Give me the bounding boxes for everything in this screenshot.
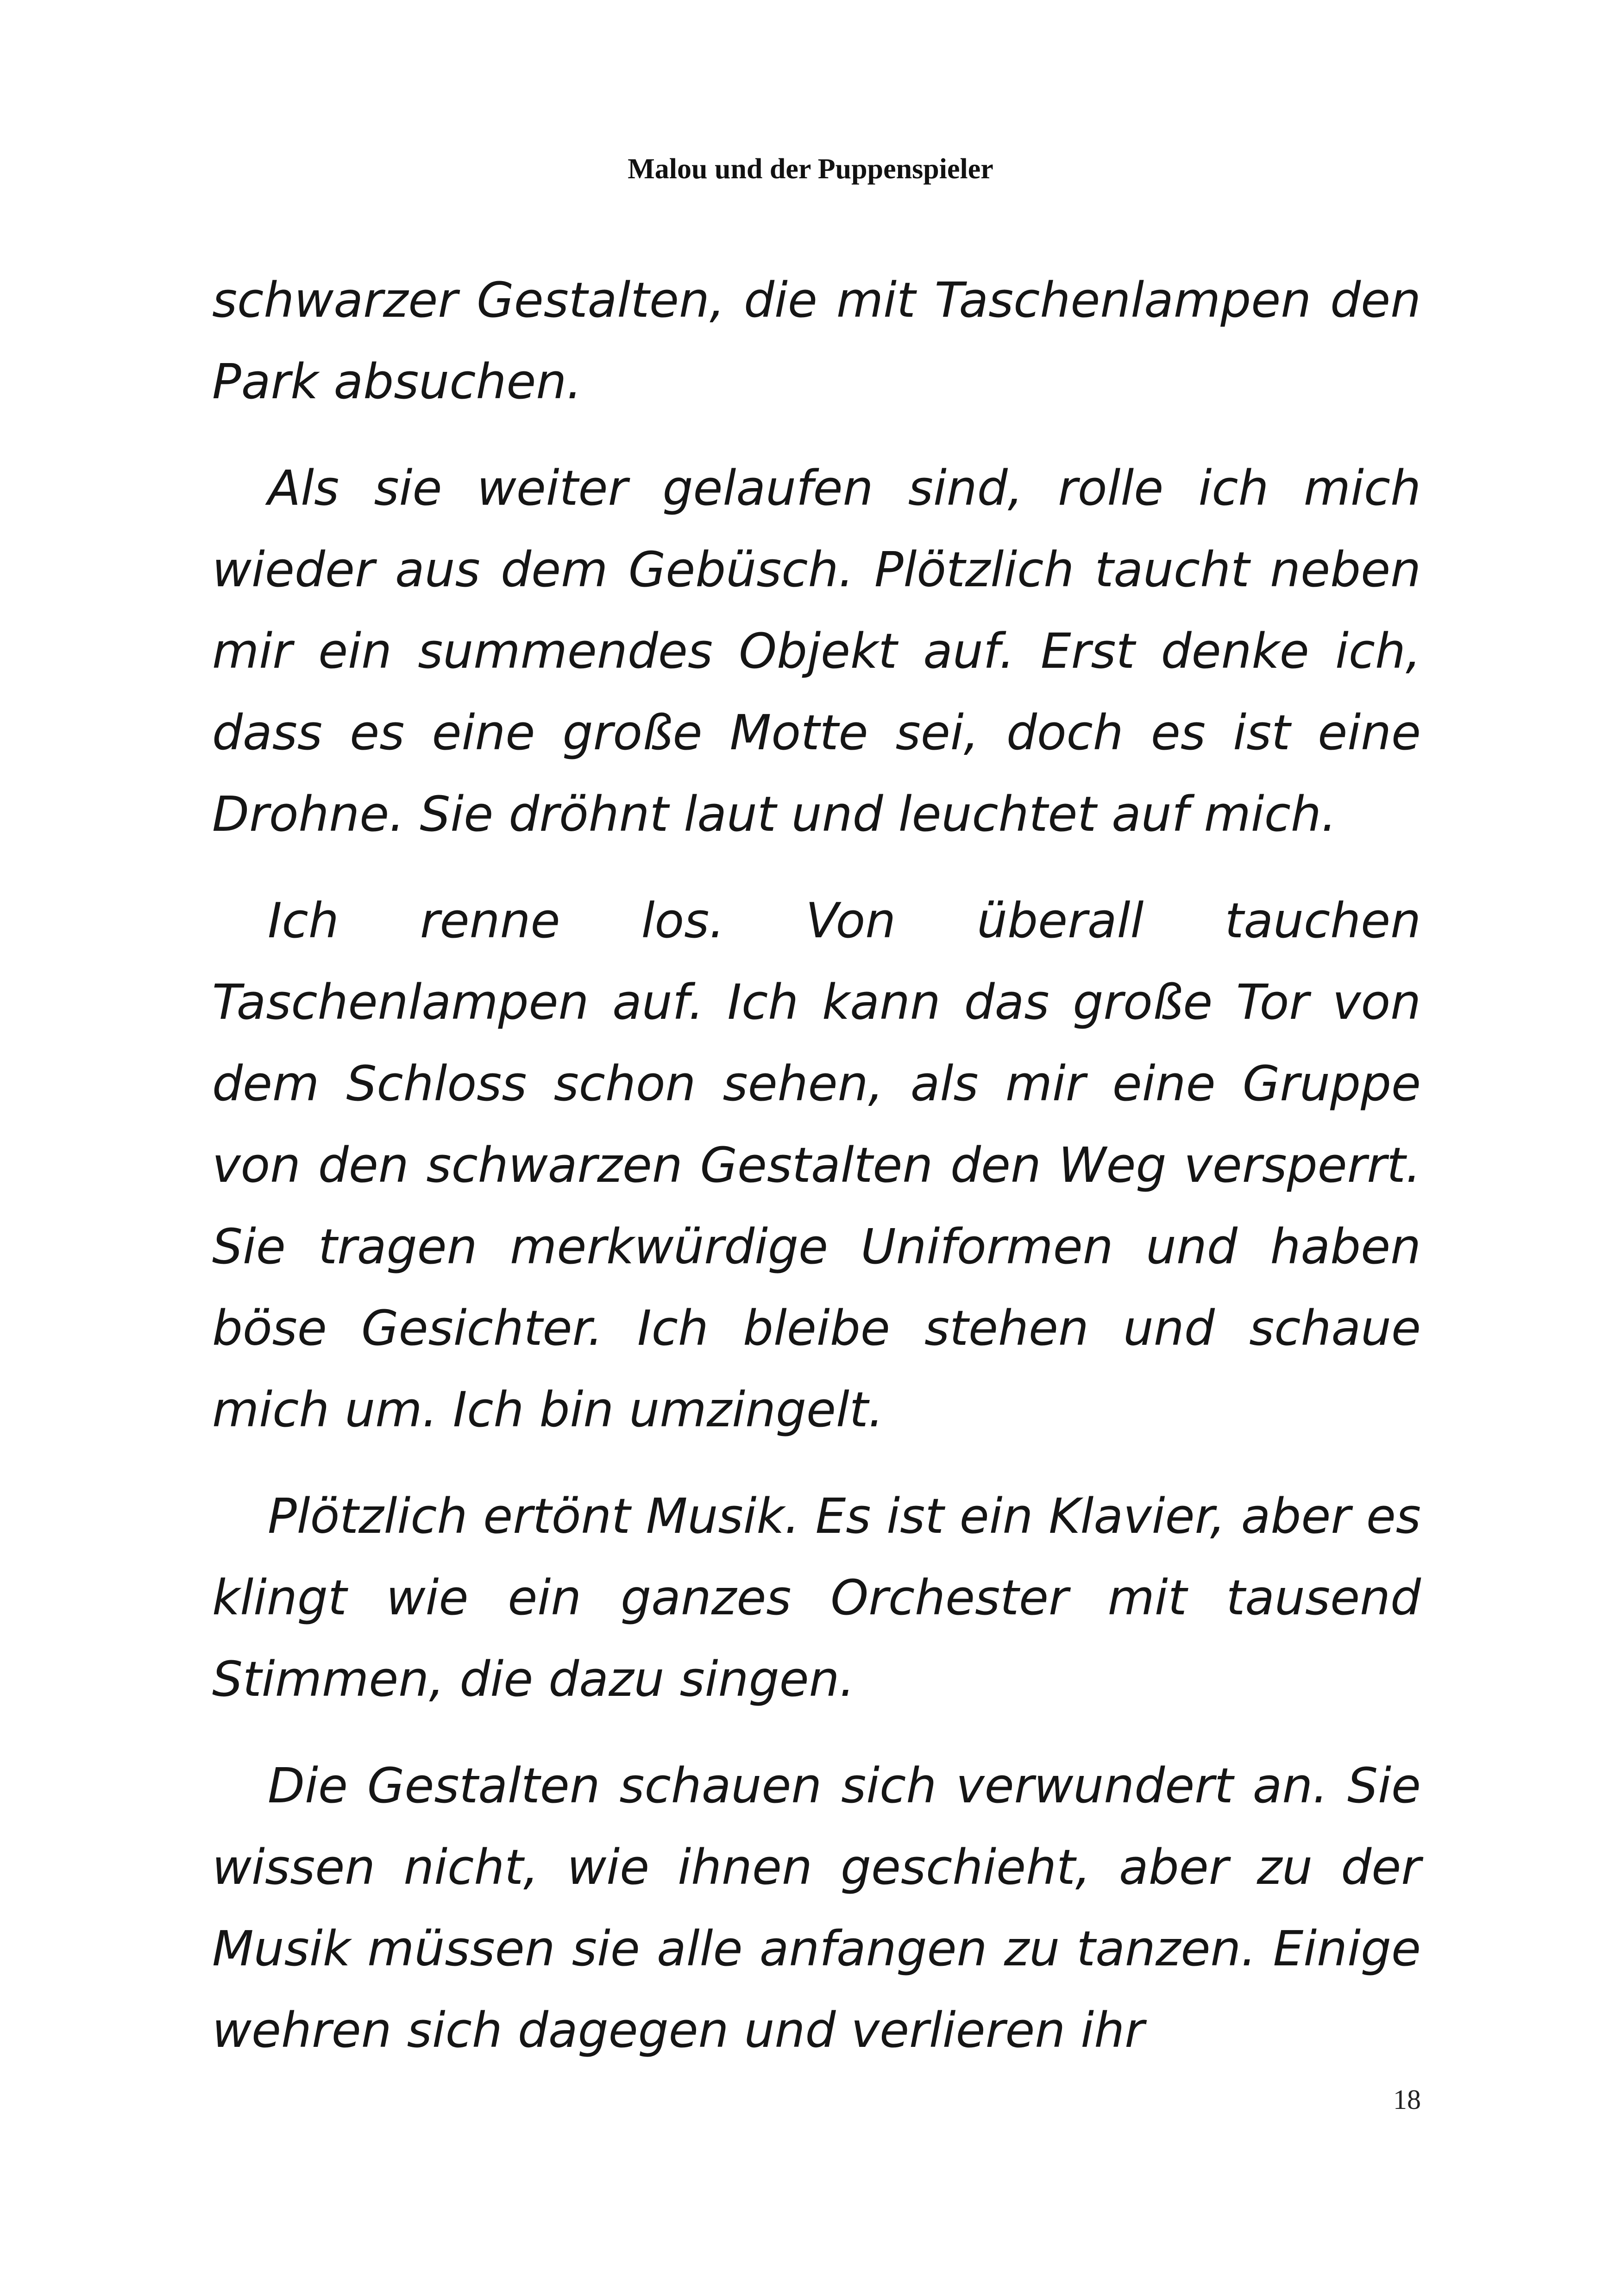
body-text xyxy=(212,259,1421,2096)
page-number: 18 xyxy=(1393,2084,1421,2115)
paragraph-continued: schwarzer Gestalten, die mit Taschenlampen den Park absuchen. xyxy=(212,272,1421,410)
paragraph: Plötzlich ertönt Musik. Es ist ein Klavier, aber es klingt wie ein ganzes Orchester mit tausend Stimmen, die dazu singen. xyxy=(212,1488,1421,1707)
paragraph: Als sie weiter gelaufen sind, rolle ich mich wieder aus dem Gebüsch. Plötzlich taucht neben mir ein summendes Objekt auf. Erst denke ich, dass es eine große Motte sei, doch es ist eine Drohne. Sie dröhnt laut und leuchtet auf mich. xyxy=(212,460,1421,842)
paragraph-last: Die Gestalten schauen sich verwundert an. Sie wissen nicht, wie ihnen geschieht, aber zu der Musik müssen sie alle anfangen zu tanzen. Einige wehren sich dagegen und verlieren ihr xyxy=(212,1757,1421,2058)
running-header-title: Malou und der Puppenspieler xyxy=(628,153,993,185)
paragraph: Ich renne los. Von überall tauchen Taschenlampen auf. Ich kann das große Tor von dem Schloss schon sehen, als mir eine Gruppe von den schwarzen Gestalten den Weg versperrt. Sie tragen merkwürdige Uniformen und haben böse Gesichter. Ich bleibe stehen und schaue mich um. Ich bin umzingelt. xyxy=(212,892,1421,1438)
